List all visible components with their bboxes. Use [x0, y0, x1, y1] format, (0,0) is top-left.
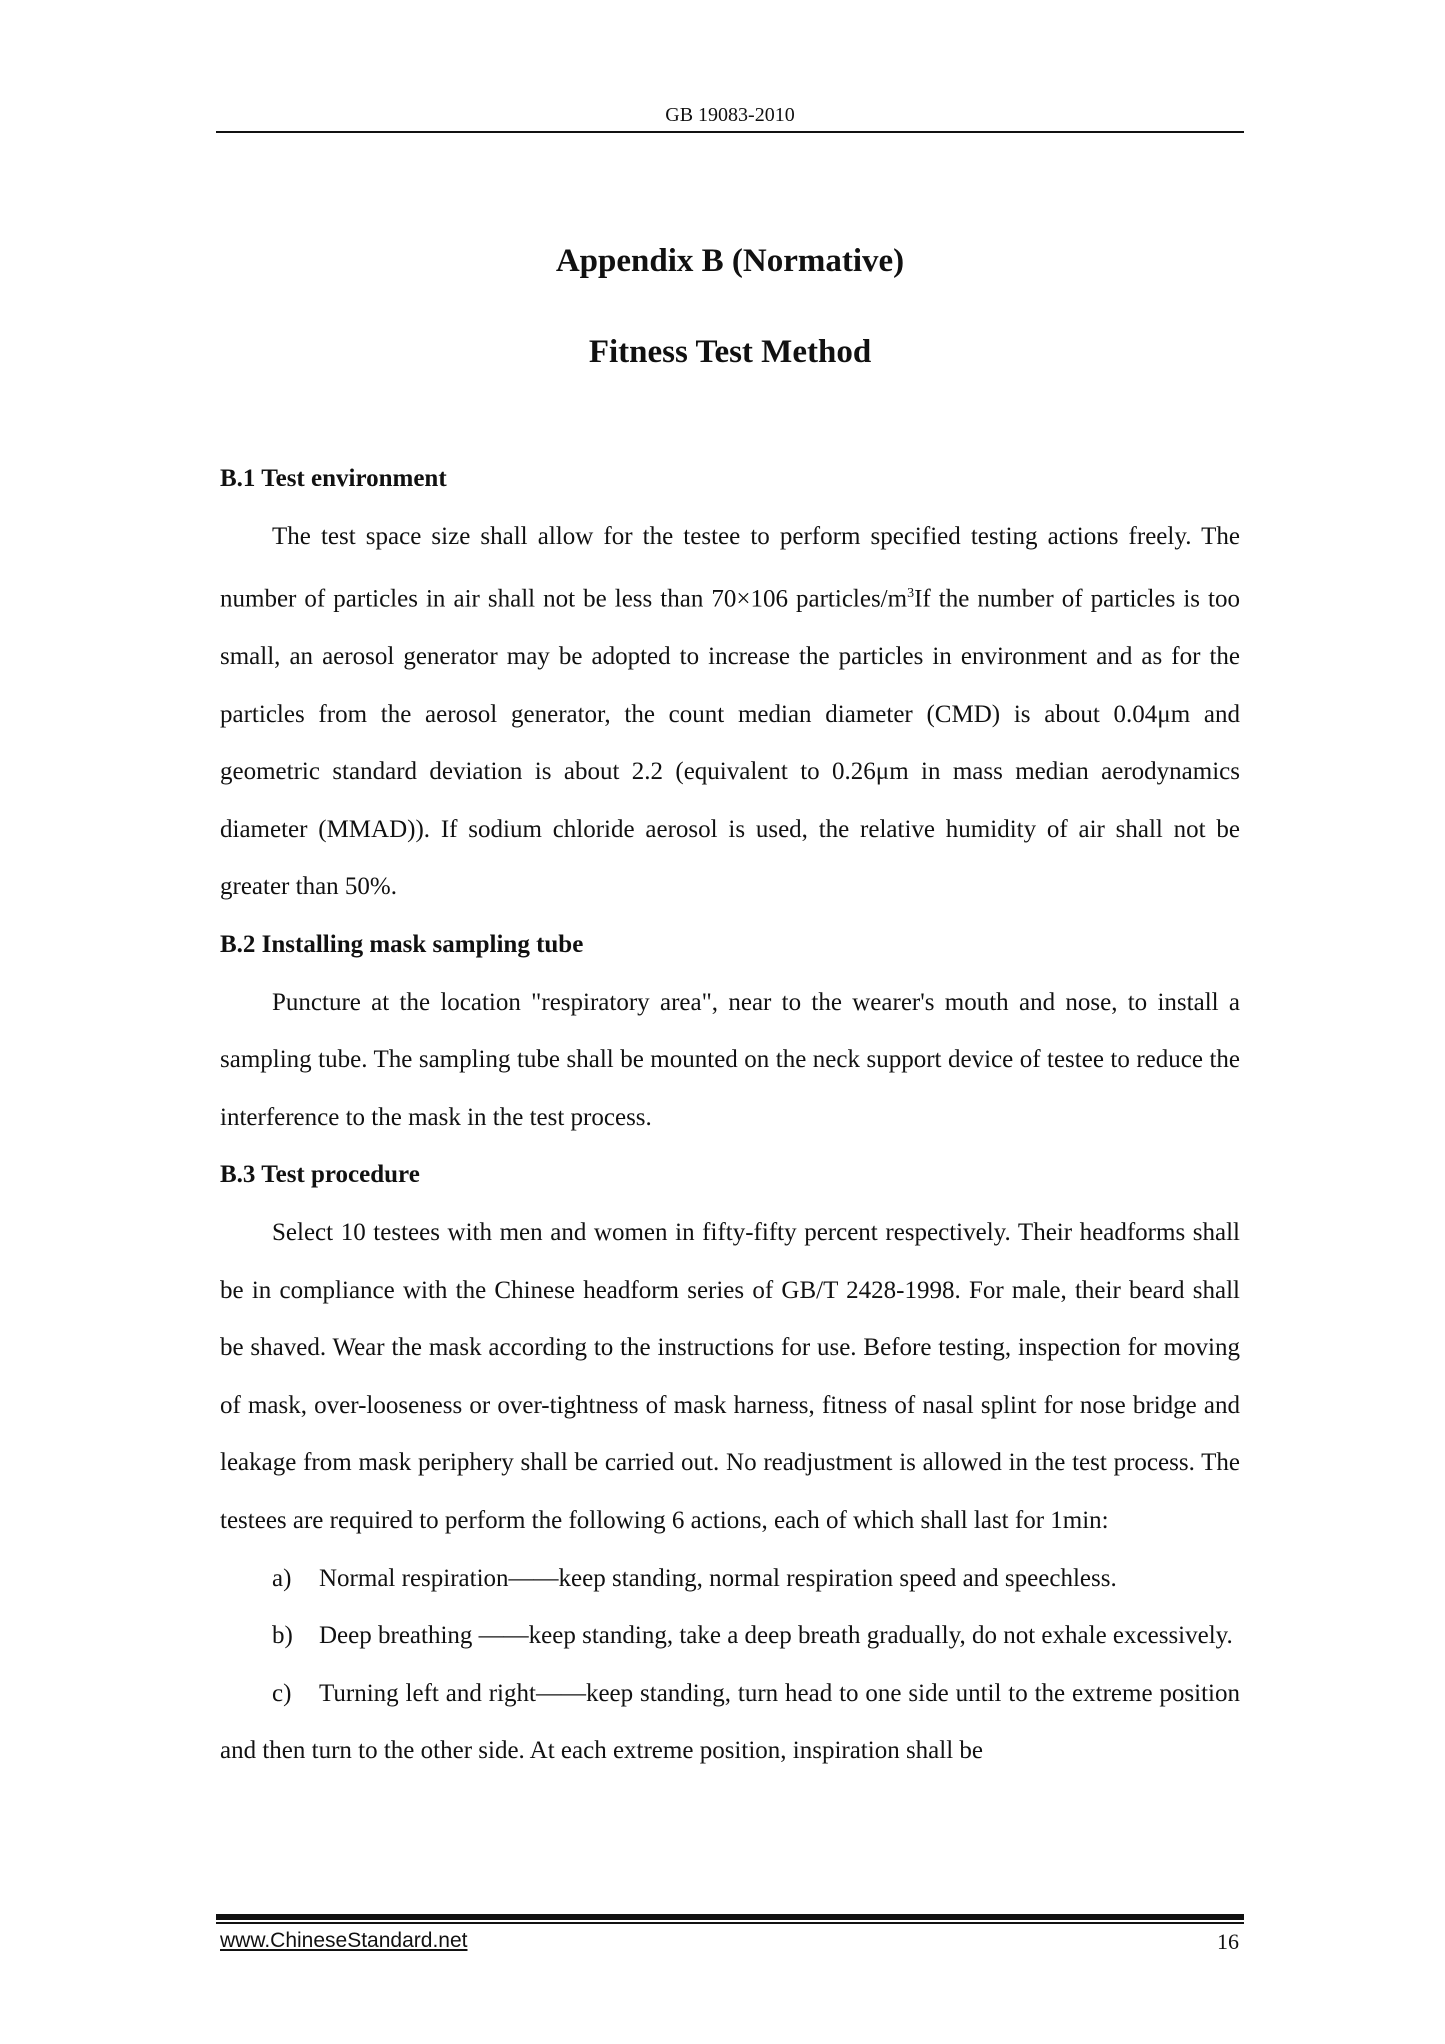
- list-item-label: c): [272, 1679, 292, 1707]
- list-item-label: b): [272, 1622, 293, 1650]
- list-item-text: Normal respiration——keep standing, normal respiration speed and speechless.: [319, 1564, 1117, 1592]
- footer-divider-thin: [216, 1922, 1244, 1924]
- list-item-text: Deep breathing ——keep standing, take a deep breath gradually, do not exhale excessively.: [319, 1622, 1233, 1650]
- method-title: Fitness Test Method: [588, 334, 872, 370]
- section-b2-heading: B.2 Installing mask sampling tube: [220, 931, 584, 959]
- list-item: [220, 1550, 1240, 1608]
- b1-superscript: 3: [907, 586, 915, 602]
- b1-text-part1: The test space size shall allow for the testee to perform specified testing actions freely. The number of particles in air shall not be less than 70×106 particles/m: [220, 522, 1240, 613]
- list-item-label: a): [272, 1564, 292, 1592]
- section-b3-heading: B.3 Test procedure: [220, 1161, 420, 1189]
- header-standard-code: GB 19083-2010: [665, 104, 795, 126]
- list-item: [220, 1665, 1240, 1780]
- section-b1-heading: B.1 Test environment: [220, 465, 447, 492]
- list-item: [220, 1607, 1240, 1665]
- appendix-title: Appendix B (Normative): [555, 243, 905, 279]
- footer-divider-thick: [216, 1914, 1244, 1920]
- section-b2-paragraph: Puncture at the location "respiratory area", near to the wearer's mouth and nose, to install a sampling tube. The sampling tube shall be mounted on the neck support device of testee to reduce the interference to the mask in the test process.: [220, 988, 1240, 1131]
- page-number: 16: [1217, 1929, 1239, 1954]
- footer-website-link[interactable]: www.ChineseStandard.net: [220, 1929, 468, 1952]
- header-divider: [216, 131, 1244, 133]
- document-body: [220, 450, 1240, 1780]
- b1-text-part2: If the number of particles is too small, an aerosol generator may be adopted to increase the particles in environment and as for the particles from the aerosol generator, the count median diameter (CMD) is about 0.04μm and geometric standard deviation is about 2.2 (equivalent to 0.26μm in mass median aerodynamics diameter (MMAD)). If sodium chloride aerosol is used, the relative humidity of air shall not be greater than 50%.: [220, 585, 1240, 901]
- section-b3-paragraph: Select 10 testees with men and women in fifty-fifty percent respectively. Their headforms shall be in compliance with the Chinese headform series of GB/T 2428-1998. For male, their beard shall be shaved. Wear the mask according to the instructions for use. Before testing, inspection for moving of mask, over-looseness or over-tightness of mask harness, fitness of nasal splint for nose bridge and leakage from mask periphery shall be carried out. No readjustment is allowed in the test process. The testees are required to perform the following 6 actions, each of which shall last for 1min:: [220, 1219, 1240, 1535]
- list-item-text: Turning left and right——keep standing, turn head to one side until to the extreme position and then turn to the other side. At each extreme position, inspiration shall be: [220, 1679, 1240, 1765]
- section-b1-paragraph: [220, 508, 1240, 916]
